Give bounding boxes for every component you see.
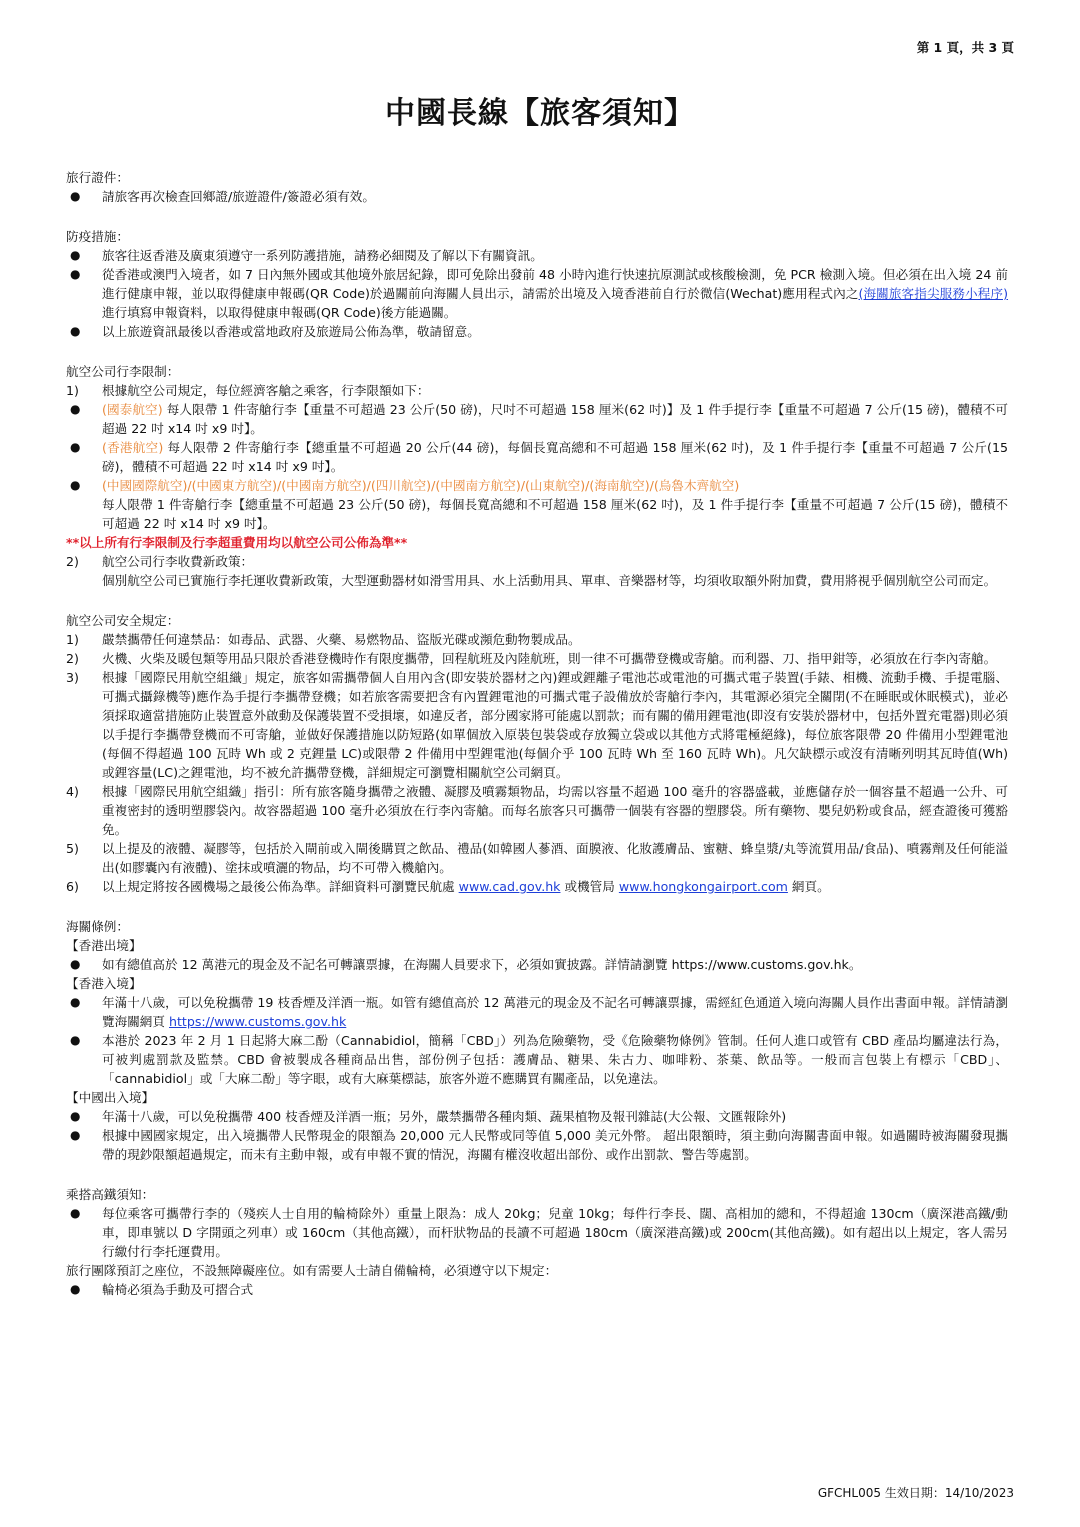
rail-heading: 乘搭高鐵須知： [66, 1187, 155, 1202]
bullet-icon: ● [70, 267, 81, 281]
safety-item-6 [102, 877, 1008, 896]
hk-entry-item-1-text: 年滿十八歲，可以免稅攜帶 19 枝香煙及洋酒一瓶。如管有總值高於 12 萬港元的現金及不記名可轉讓票據，需經紅色通道入境向海關人員作出書面申報。詳情請瀏覽海關網頁 [102, 995, 1008, 1029]
item-number: 2) [66, 651, 79, 666]
rail-item-1: 每位乘客可攜帶行李的（殘疾人士自用的輪椅除外）重量上限為：成人 20kg；兒童 10kg；每件行李長、闊、高相加的總和，不得超逾 130cm（廣深港高鐵/動車，即車號以 D 字開頭之列車）或 160cm（其他高鐵），而杆狀物品的長讀不可超過 180cm（廣深港高鐵)或 200cm(其他高鐵)。如有超出以上規定，客人需另行繳付行李托運費用。 [102, 1206, 1008, 1259]
airline-name-hk-airlines: (香港航空) [102, 440, 164, 455]
customs-website-link[interactable]: https://www.customs.gov.hk [168, 1014, 347, 1029]
list-item [66, 839, 1008, 877]
hk-entry-label: 【香港入境】 [66, 976, 142, 991]
travel-docs-item: 請旅客再次檢查回鄉證/旅遊證件/簽證必須有效。 [102, 189, 375, 204]
bullet-icon: ● [70, 402, 81, 416]
epidemic-item-2-text-b: 進行填寫申報資料，以取得健康申報碼(QR Code)後方能過關。 [102, 305, 457, 320]
item-number: 2) [66, 554, 79, 569]
list-item [66, 322, 1008, 341]
safety-item-2: 火機、火柴及暖包類等用品只限於香港登機時作有限度攜帶，回程航班及內陸航班，則一律不可攜帶登機或寄艙。而利器、刀、指甲鉗等，必須放在行李內寄艙。 [102, 651, 997, 666]
list-item [66, 782, 1008, 839]
china-border-label: 【中國出入境】 [66, 1090, 155, 1105]
list-item [66, 1031, 1008, 1088]
list-item [66, 630, 1008, 649]
safety-item-5: 以上提及的液體、凝膠等，包括於入閘前或入閘後購買之飲品、禮品(如韓國人蔘酒、面膜液、化妝護膚品、蜜糖、蜂皇漿/丸等流質用品/食品)、噴霧劑及任何能溢出(如膠囊內有液體)、塗抹或噴灑的物品，均不可帶入機艙內。 [102, 841, 1008, 875]
safety-heading: 航空公司安全規定： [66, 613, 180, 628]
list-item [66, 476, 1008, 533]
item-number: 3) [66, 670, 79, 685]
china-border-item-2: 根據中國國家規定，出入境攜帶人民幣現金的限額為 20,000 元人民幣或同等值 5,000 美元外幣。 超出限額時，須主動向海關書面申報。如過關時被海關發現攜帶的現鈔限額超過規定，而未有主動申報，或有申報不實的情況，海關有權沒收超出部份、或作出罰款、警告等處罰。 [102, 1128, 1008, 1162]
china-airlines-allowance [102, 476, 1008, 533]
bullet-icon: ● [70, 440, 81, 454]
list-item [66, 187, 1008, 206]
bullet-icon: ● [70, 324, 81, 338]
luggage-rule-2-title: 航空公司行李收費新政策： [102, 554, 254, 569]
bullet-icon: ● [70, 1206, 81, 1220]
list-item [66, 552, 1008, 590]
item-number: 6) [66, 879, 79, 894]
section-epidemic [66, 227, 1008, 341]
section-customs [66, 917, 1008, 1164]
cathay-allowance-text: 每人限帶 1 件寄艙行李【重量不可超過 23 公斤(50 磅)，尺吋不可超過 158 厘米(62 吋)】及 1 件手提行李【重量不可超過 7 公斤(15 磅)，體積不可超過 22 吋 x14 吋 x9 吋】。 [102, 402, 1008, 436]
bullet-icon: ● [70, 1033, 81, 1047]
epidemic-heading: 防疫措施： [66, 229, 129, 244]
rail-item-2: 輪椅必須為手動及可摺合式 [102, 1282, 254, 1297]
list-item [66, 400, 1008, 438]
bullet-icon: ● [70, 995, 81, 1009]
safety-item-6-text-c: 網頁。 [787, 879, 830, 894]
safety-item-4: 根據「國際民用航空組織」指引：所有旅客隨身攜帶之液體、凝膠及噴霧類物品，均需以容量不超過 100 毫升的容器盛載，並應儲存於一個容量不超過一公升、可重複密封的透明塑膠袋內。故容器超過 100 毫升必須放在行李內寄艙。而每名旅客只可攜帶一個裝有容器的塑膠袋。所有藥物、嬰兒奶粉或食品，經查證後可獲豁免。 [102, 784, 1008, 837]
list-item [66, 381, 1008, 400]
list-item [66, 649, 1008, 668]
document-footer: GFCHL005 生效日期：14/10/2023 [817, 1486, 1014, 1500]
safety-item-6-text-b: 或機管局 [560, 879, 619, 894]
luggage-rule-2-text: 個別航空公司已實施行李托運收費新政策，大型運動器材如滑雪用具、水上活動用具、單車、音樂器材等，均須收取額外附加費，費用將視乎個別航空公司而定。 [102, 573, 997, 588]
airport-website-link[interactable]: www.hongkongairport.com [618, 879, 788, 894]
list-item [66, 438, 1008, 476]
china-airlines-allowance-text: 每人限帶 1 件寄艙行李【總重量不可超過 23 公斤(50 磅)，每個長寬高總和不可超過 158 厘米(62 吋)，及 1 件手提行李【重量不可超過 7 公斤(15 磅)，體積不可超過 22 吋 x14 吋 x9 吋】。 [102, 497, 1008, 531]
list-item [66, 265, 1008, 322]
travel-docs-heading: 旅行證件： [66, 170, 129, 185]
list-item [66, 1126, 1008, 1164]
list-item [66, 993, 1008, 1031]
page-indicator: 第 1 頁，共 3 頁 [916, 40, 1014, 55]
section-luggage [66, 362, 1008, 590]
item-number: 1) [66, 383, 79, 398]
cathay-allowance [102, 400, 1008, 438]
hk-entry-item-2: 本港於 2023 年 2 月 1 日起將大麻二酚（Cannabidiol，簡稱「CBD」）列為危險藥物，受《危險藥物條例》管制。任何人進口或管有 CBD 產品均屬違法行為，可被判處罰款及監禁。CBD 會被製成各種商品出售，部份例子包括：護膚品、糖果、朱古力、咖啡粉、茶葉、飲品等。一般而言包裝上有標示「CBD」、「cannabidiol」或「大麻二酚」等字眼，或有大麻葉標誌，旅客外遊不應購買有關產品，以免違法。 [102, 1033, 1008, 1086]
item-number: 1) [66, 632, 79, 647]
epidemic-item-2-text-a: 從香港或澳門入境者，如 7 日內無外國或其他境外旅居紀錄，即可免除出發前 48 小時內進行快速抗原測試或核酸檢測，免 PCR 檢測入境。但必須在出入境 24 前進行健康申報，並以取得健康申報碼(QR Code)於過關前向海關人員出示，請需於出境及入境香港前自行於微信(Wechat)應用程式內之 [102, 267, 1008, 301]
airline-name-cathay: (國泰航空) [102, 402, 163, 417]
list-item [66, 955, 1008, 974]
safety-item-6-text-a: 以上規定將按各國機場之最後公佈為準。詳細資料可瀏覽民航處 [102, 879, 459, 894]
luggage-heading: 航空公司行李限制： [66, 364, 180, 379]
hk-exit-item: 如有總值高於 12 萬港元的現金及不記名可轉讓票據，在海關人員要求下，必須如實披露。詳情請瀏覽 https://www.customs.gov.hk。 [102, 957, 862, 972]
section-travel-docs [66, 168, 1008, 206]
customs-mini-program-link[interactable]: (海關旅客指尖服務小程序) [858, 286, 1009, 301]
rail-group-note: 旅行團隊預訂之座位，不設無障礙座位。如有需要人士請自備輪椅，必須遵守以下規定： [66, 1263, 558, 1278]
safety-item-1: 嚴禁攜帶任何違禁品：如毒品、武器、火藥、易燃物品、盜版光碟或瀕危動物製成品。 [102, 632, 581, 647]
hk-airlines-allowance-text: 每人限帶 2 件寄艙行李【總重量不可超過 20 公斤(44 磅)，每個長寬高總和不可超過 158 厘米(62 吋)，及 1 件手提行李【重量不可超過 7 公斤(15 磅)，體積不可超過 22 吋 x14 吋 x9 吋】。 [102, 440, 1008, 474]
hk-airlines-allowance [102, 438, 1008, 476]
list-item [66, 877, 1008, 896]
list-item [66, 1280, 1008, 1299]
list-item [66, 668, 1008, 782]
luggage-rule-1: 根據航空公司規定，每位經濟客艙之乘客，行李限額如下： [102, 383, 430, 398]
list-item [66, 1204, 1008, 1261]
customs-heading: 海關條例： [66, 919, 129, 934]
item-number: 5) [66, 841, 79, 856]
list-item [66, 246, 1008, 265]
list-item [66, 1107, 1008, 1126]
epidemic-item-3: 以上旅遊資訊最後以香港或當地政府及旅遊局公佈為準，敬請留意。 [102, 324, 480, 339]
bullet-icon: ● [70, 1282, 81, 1296]
document-body [66, 168, 1008, 1320]
bullet-icon: ● [70, 248, 81, 262]
page-title: 中國長線【旅客須知】 [385, 96, 695, 131]
epidemic-item-1: 旅客往返香港及廣東須遵守一系列防護措施，請務必細閱及了解以下有關資訊。 [102, 248, 543, 263]
hk-entry-item-1 [102, 993, 1008, 1031]
section-rail [66, 1185, 1008, 1299]
china-border-item-1: 年滿十八歲，可以免稅攜帶 400 枝香煙及洋酒一瓶；另外，嚴禁攜帶各種肉類、蔬果植物及報刊雜誌(大公報、文匯報除外) [102, 1109, 787, 1124]
epidemic-item-2 [102, 265, 1008, 322]
bullet-icon: ● [70, 189, 81, 203]
bullet-icon: ● [70, 478, 81, 492]
bullet-icon: ● [70, 1128, 81, 1142]
luggage-rule-2 [102, 552, 1008, 590]
item-number: 4) [66, 784, 79, 799]
section-safety [66, 611, 1008, 896]
bullet-icon: ● [70, 1109, 81, 1123]
airline-names-china: (中國國際航空)/(中國東方航空)/(中國南方航空)/(四川航空)/(中國南方航空)/(山東航空)/(海南航空)/(烏魯木齊航空) [102, 478, 740, 493]
cad-website-link[interactable]: www.cad.gov.hk [458, 879, 561, 894]
hk-exit-label: 【香港出境】 [66, 938, 142, 953]
luggage-notice: **以上所有行李限制及行李超重費用均以航空公司公佈為準** [66, 535, 408, 550]
bullet-icon: ● [70, 957, 81, 971]
safety-item-3: 根據「國際民用航空組織」規定，旅客如需攜帶個人自用內含(即安裝於器材之內)鋰或鋰離子電池芯或電池的可攜式電子裝置(手錶、相機、流動手機、手提電腦、可攜式攝錄機等)應作為手提行李攜帶登機；如若旅客需要把含有內置鋰電池的可攜式電子設備放於寄艙行李內，其電源必須完全關閉(不在睡眠或休眠模式)，並必須採取適當措施防止裝置意外啟動及保護裝置不受損壞，如違反者，部分國家將可能處以罰款；而有關的備用鋰電池(即沒有安裝於器材中，包括外置充電器)則必須以手提行李攜帶登機而不可寄艙，並做好保護措施以防短路(如單個放入原裝包裝袋或存放獨立袋或以其他方式將電極絕緣)，每位旅客限帶 20 件備用小型鋰電池(每個不得超過 100 瓦時 Wh 或 2 克鋰量 LC)或限帶 2 件備用中型鋰電池(每個介乎 100 瓦時 Wh 至 160 瓦時 Wh)。凡欠缺標示或沒有清晰列明其瓦時值(Wh)或鋰容量(LC)之鋰電池，均不被允許攜帶登機，詳細規定可瀏覽相關航空公司網頁。 [102, 670, 1008, 780]
